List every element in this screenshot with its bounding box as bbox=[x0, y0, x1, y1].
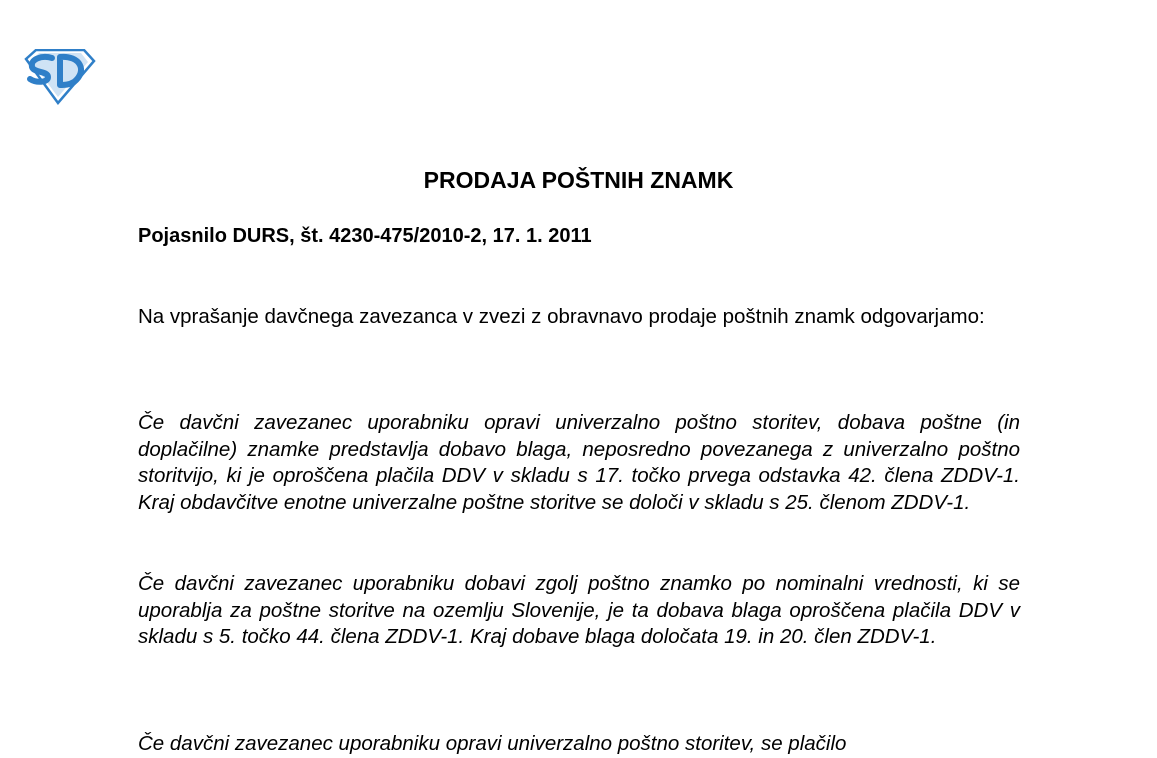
sd-diamond-logo-icon bbox=[22, 49, 96, 105]
company-logo bbox=[22, 49, 96, 105]
intro-paragraph: Na vprašanje davčnega zavezanca v zvezi z obravnavo prodaje poštnih znamk odgovarjamo: bbox=[138, 305, 985, 328]
document-subtitle: Pojasnilo DURS, št. 4230-475/2010-2, 17. 1. 2011 bbox=[138, 225, 592, 247]
answer-paragraph-3: Če davčni zavezanec uporabniku opravi univerzalno poštno storitev, se plačilo bbox=[138, 732, 847, 755]
answer-paragraph-2: Če davčni zavezanec uporabniku dobavi zgolj poštno znamko po nominalni vrednosti, ki se uporablja za poštne storitve na ozemlju Slovenije, je ta dobava blaga oproščena plačila DDV v skladu s 5. točko 44. člena ZDDV-1. Kraj dobave blaga določata 19. in 20. člen ZDDV-1. bbox=[138, 572, 1020, 648]
document-title: PRODAJA POŠTNIH ZNAMK bbox=[423, 167, 734, 193]
answer-paragraph-1: Če davčni zavezanec uporabniku opravi univerzalno poštno storitev, dobava poštne (in doplačilne) znamke predstavlja dobavo blaga, neposredno povezanega z univerzalno poštno storitvijo, ki je oproščena plačila DDV v skladu s 17. točko prvega odstavka 42. člena ZDDV-1. Kraj obdavčitve enotne univerzalne poštne storitve se določi v skladu s 25. členom ZDDV-1. bbox=[138, 411, 1020, 514]
